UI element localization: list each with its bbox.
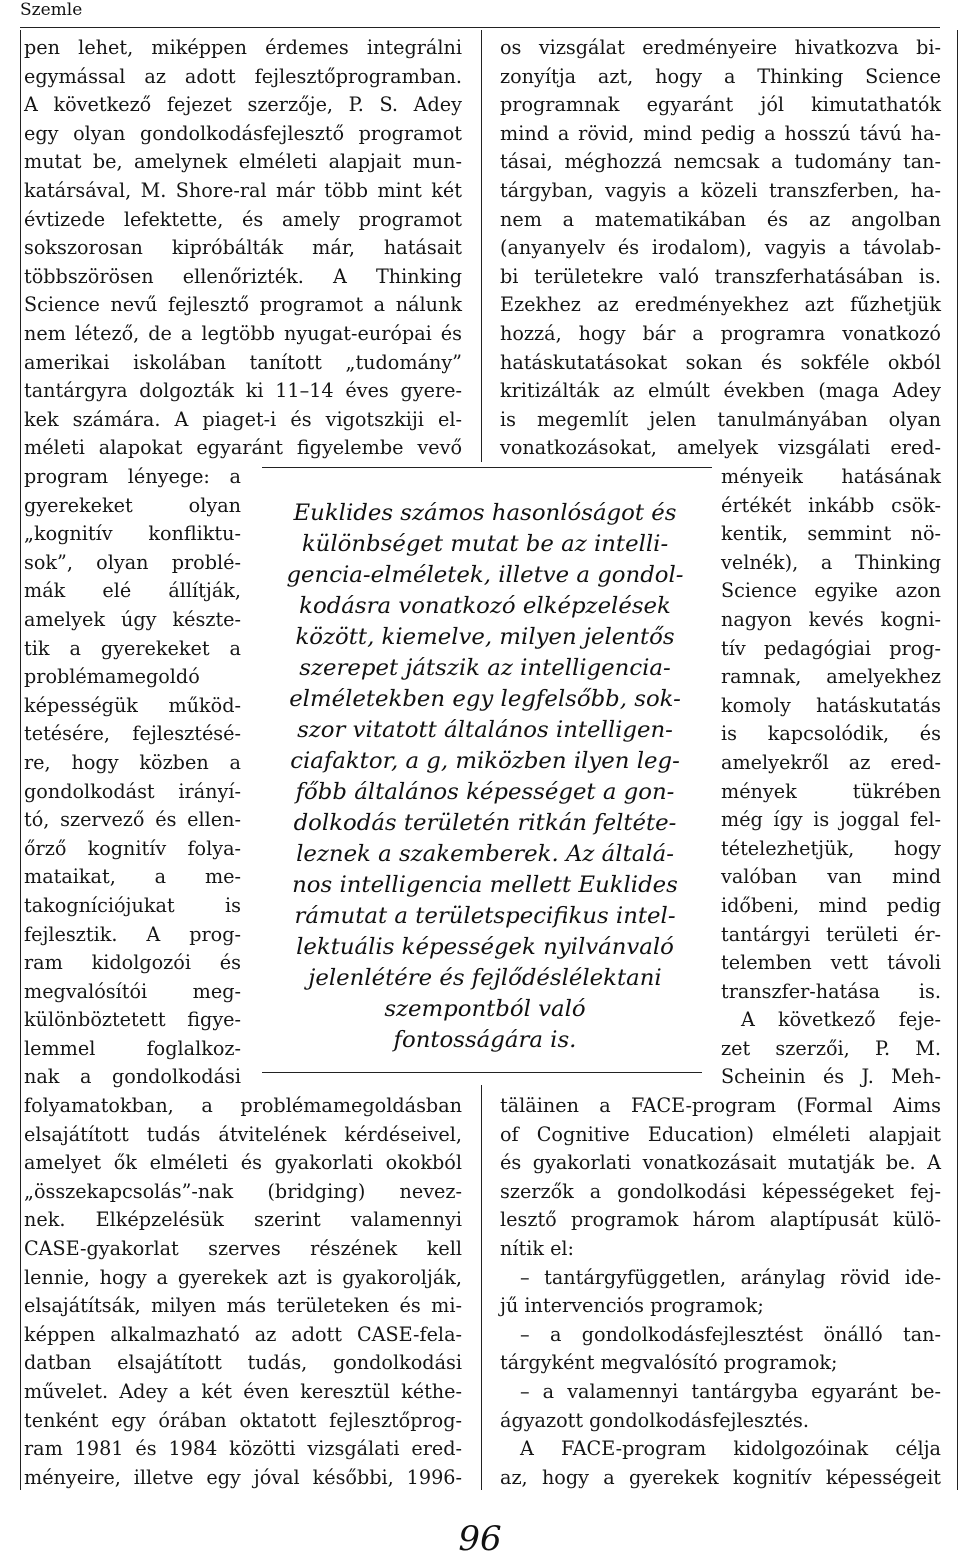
text-line: tív pedagógiai prog- xyxy=(721,636,941,660)
pull-quote-line: elméletekben egy legfelsőbb, sok- xyxy=(289,686,681,712)
text-line: katársával, M. Shore-ral már több mint két xyxy=(24,178,462,202)
pull-quote-line: kodásra vonatkozó elképzelések xyxy=(299,593,671,619)
pull-quote xyxy=(265,498,705,1056)
pull-quote-line: leznek a szakemberek. Az általá- xyxy=(296,841,674,867)
text-line: az, hogy a gyerekek kognitív képességeit xyxy=(500,1465,941,1489)
text-line: telemben vett távoli xyxy=(721,951,941,975)
text-line: még így is joggal fel- xyxy=(721,808,941,832)
pull-quote-line: jelenlétére és fejlődéslélektani xyxy=(308,965,662,991)
text-line: tásai, méghozzá nemcsak a tudomány tan- xyxy=(500,150,941,174)
text-line: őrző kognitív folya- xyxy=(24,836,241,860)
text-line: tárgyként megvalósító programok; xyxy=(500,1351,838,1375)
text-line: – a valamennyi tantárgyba egyaránt be- xyxy=(520,1379,941,1403)
text-line: folyamatokban, a problémamegoldásban xyxy=(24,1094,462,1117)
text-line: tantárgyi területi ér- xyxy=(721,922,941,946)
column-divider-bottom xyxy=(481,1085,482,1490)
text-line: is megemlít jelen tanulmányában olyan xyxy=(500,407,941,431)
text-line: sok”, olyan problé- xyxy=(24,550,241,574)
text-line: „kognitív konfliktu- xyxy=(24,522,241,546)
text-line: ram 1981 és 1984 közötti vizsgálati ered- xyxy=(24,1437,462,1461)
text-line: tantárgyra dolgozták ki 11–14 éves gyere- xyxy=(24,379,462,403)
page-number: 96 xyxy=(458,1519,502,1559)
right-column-top-text xyxy=(500,34,941,463)
text-line: nak a gondolkodási xyxy=(24,1065,241,1089)
text-line: velnék), a Thinking xyxy=(721,550,941,574)
text-line: sokszorosan kipróbálták már, hatásait xyxy=(24,236,462,260)
left-column-narrow-text xyxy=(24,463,241,1092)
text-line: pen lehet, miképpen érdemes integrálni xyxy=(24,36,462,59)
text-line: ményeik hatásának xyxy=(721,465,941,488)
pull-quote-line: szempontból való xyxy=(384,996,586,1022)
text-line: datban elsajátított tudás, gondolkodási xyxy=(24,1351,462,1375)
column-divider-top xyxy=(481,30,482,462)
text-line: elsajátítsák, milyen más területeken és mi- xyxy=(24,1294,462,1318)
text-line: Scheinin és J. Meh- xyxy=(721,1065,941,1089)
pull-quote-line: Euklides számos hasonlóságot és xyxy=(293,500,677,526)
text-line: zonyítja azt, hogy a Thinking Science xyxy=(500,64,941,88)
text-line: „összekapcsolás”-nak (bridging) nevez- xyxy=(24,1179,462,1203)
text-line: A FACE-program kidolgozóinak célja xyxy=(520,1437,941,1461)
text-line: – tantárgyfüggetlen, aránylag rövid ide- xyxy=(520,1265,941,1289)
running-title: Szemle xyxy=(20,0,83,20)
text-line: egy olyan gondolkodásfejlesztő programot xyxy=(24,121,462,145)
text-line: képpen alkalmazható az adott CASE-fela- xyxy=(24,1322,462,1346)
text-line: zet szerzői, P. M. xyxy=(721,1036,941,1060)
right-margin-rule xyxy=(957,30,958,1490)
text-line: takogníciójukat is xyxy=(24,893,241,917)
left-column-top-text xyxy=(24,34,462,463)
pull-quote-line: főbb általános képességet a gon- xyxy=(295,779,675,805)
text-line: nagyon kevés kogni- xyxy=(721,607,941,631)
pull-quote-line: ciafaktor, a g, miközben ilyen leg- xyxy=(290,748,680,774)
header-rule xyxy=(20,27,940,28)
text-line: hozzá, hogy bár a programra vonatkozó xyxy=(500,321,941,345)
text-line: is kapcsolódik, és xyxy=(721,722,941,746)
text-line: hatáskutatásokat sokan és sokféle okból xyxy=(500,350,941,374)
text-line: nem létező, de a legtöbb nyugat-európai és xyxy=(24,321,462,345)
text-line: értékét inkább csök- xyxy=(721,493,941,517)
text-line: Science nevű fejlesztő programot a nálunk xyxy=(24,293,462,317)
text-line: A következő feje- xyxy=(741,1008,941,1032)
pull-quote-line: lektuális képességek nyilvánvaló xyxy=(296,934,674,960)
pull-quote-bottom-rule xyxy=(262,1072,702,1073)
text-line: problémamegoldó xyxy=(24,665,200,689)
text-line: gyerekeket olyan xyxy=(24,493,241,517)
text-line: bi területekre való transzferhatásában is. xyxy=(500,264,941,288)
right-column-bottom-text xyxy=(500,1092,941,1492)
pull-quote-line: dolkodás területén ritkán feltéte- xyxy=(293,810,677,836)
text-line: kek számára. A piaget-i és vigotszkiji el- xyxy=(24,407,462,431)
text-line: mutat be, amelynek elméleti alapjait mun- xyxy=(24,150,462,174)
text-line: valóban van mind xyxy=(721,865,941,889)
text-line: mind a rövid, mind pedig a hosszú távú ha- xyxy=(500,121,941,145)
pull-quote-line: között, kiemelve, milyen jelentős xyxy=(295,624,675,650)
text-line: tó, szervező és ellen- xyxy=(24,808,241,832)
text-line: és gyakorlati vonatkozásait mutatják be. A xyxy=(500,1151,941,1175)
text-line: re, hogy közben a xyxy=(24,750,241,774)
text-line: tetésére, fejlesztésé- xyxy=(24,722,241,746)
text-line: mények tükrében xyxy=(721,779,941,803)
text-line: egymással az adott fejlesztőprogramban. xyxy=(24,64,462,88)
text-line: ágyazott gondolkodásfejlesztés. xyxy=(500,1408,809,1432)
text-line: CASE-gyakorlat szerves részének kell xyxy=(24,1236,462,1260)
text-line: amerikai iskolában tanított „tudomány” xyxy=(24,350,462,374)
text-line: művelet. Adey a két éven keresztül kéthe- xyxy=(24,1379,462,1403)
text-line: (anyanyelv és irodalom), vagyis a távolab- xyxy=(500,236,941,260)
text-line: ram kidolgozói és xyxy=(24,951,241,975)
text-line: gondolkodást irányí- xyxy=(24,779,241,803)
pull-quote-line: szerepet játszik az intelligencia- xyxy=(299,655,671,681)
text-line: megvalósítói meg- xyxy=(24,979,241,1003)
text-line: amelyekről az ered- xyxy=(721,750,941,774)
pull-quote-line: rámutat a területspecifikus intel- xyxy=(294,903,676,929)
text-line: transzfer-hatása is. xyxy=(721,979,941,1003)
text-line: lesztő programok három alaptípusát külö- xyxy=(500,1208,941,1232)
left-column-bottom-text xyxy=(24,1092,462,1492)
right-column-narrow-text xyxy=(721,463,941,1092)
text-line: szerzők a gondolkodási képességeket fej- xyxy=(500,1179,941,1203)
text-line: többszörösen ellenőrizték. A Thinking xyxy=(24,264,462,288)
text-line: mák elé állítják, xyxy=(24,579,241,603)
text-line: lemmel foglalkoz- xyxy=(24,1036,241,1060)
text-line: vonatkozásokat, amelyek vizsgálati ered- xyxy=(500,436,941,460)
text-line: amelyek úgy készte- xyxy=(24,607,241,631)
text-line: Science egyike azon xyxy=(721,579,941,603)
text-line: ményeire, illetve egy jóval későbbi, 1996- xyxy=(24,1465,462,1489)
pull-quote-line: különbséget mutat be az intelli- xyxy=(301,531,669,557)
text-line: kritizálták az elmúlt években (maga Adey xyxy=(500,379,941,403)
text-line: programnak egyaránt jól kimutathatók xyxy=(500,93,941,117)
text-line: ramnak, amelyekhez xyxy=(721,665,941,689)
text-line: méleti alapokat egyaránt figyelembe vevő xyxy=(24,436,462,460)
text-line: – a gondolkodásfejlesztést önálló tan- xyxy=(520,1322,941,1346)
text-line: különböztetett figye- xyxy=(24,1008,241,1032)
text-line: időbeni, mind pedig xyxy=(721,893,941,917)
text-line: komoly hatáskutatás xyxy=(721,693,941,717)
text-line: jű intervenciós programok; xyxy=(500,1294,764,1318)
text-line: A következő fejezet szerzője, P. S. Adey xyxy=(24,93,462,117)
text-line: tenként egy órában oktatott fejlesztőprog- xyxy=(24,1408,462,1432)
text-line: képességük működ- xyxy=(24,693,241,717)
pull-quote-top-rule xyxy=(262,467,712,468)
left-margin-rule xyxy=(20,30,21,1490)
text-line: tételezhetjük, hogy xyxy=(721,836,941,860)
text-line: fejlesztik. A prog- xyxy=(24,922,241,946)
text-line: of Cognitive Education) elméleti alapjait xyxy=(500,1122,941,1146)
text-line: mataikat, a me- xyxy=(24,865,241,889)
text-line: elsajátított tudás átvitelének kérdéseivel, xyxy=(24,1122,462,1146)
text-line: nem a matematikában és az angolban xyxy=(500,207,941,231)
text-line: nek. Elképzelésük szerint valamennyi xyxy=(24,1208,462,1232)
text-line: tik a gyerekeket a xyxy=(24,636,241,660)
text-line: nítik el: xyxy=(500,1236,575,1260)
text-line: kentik, semmint nö- xyxy=(721,522,941,546)
pull-quote-line: szor vitatott általános intelligen- xyxy=(297,717,673,743)
text-line: évtizede lefektette, és amely programot xyxy=(24,207,462,231)
text-line: amelyet ők elméleti és gyakorlati okokból xyxy=(24,1151,462,1175)
text-line: tárgyban, vagyis a közeli transzferben, ha- xyxy=(500,178,941,202)
text-line: Ezekhez az eredményekhez azt fűzhetjük xyxy=(500,293,941,317)
text-line: täläinen a FACE-program (Formal Aims xyxy=(500,1094,941,1117)
text-line: lennie, hogy a gyerekek azt is gyakorolják, xyxy=(24,1265,462,1289)
text-line: program lényege: a xyxy=(24,465,241,488)
pull-quote-line: fontosságára is. xyxy=(393,1027,577,1053)
text-line: os vizsgálat eredményeire hivatkozva bi- xyxy=(500,36,941,59)
pull-quote-line: gencia-elméletek, illetve a gondol- xyxy=(286,562,684,588)
pull-quote-line: nos intelligencia mellett Euklides xyxy=(292,872,678,898)
